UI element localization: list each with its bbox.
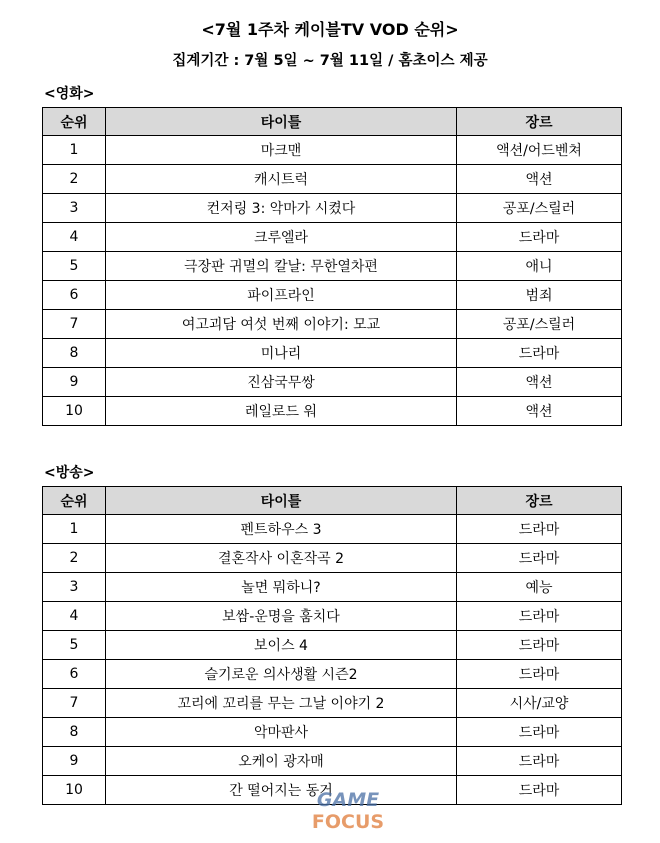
- table-row: [43, 397, 622, 426]
- table-row: [43, 194, 622, 223]
- genre-cell: 액션: [457, 165, 622, 194]
- title-cell: 극장판 귀멸의 칼날: 무한열차편: [106, 252, 457, 281]
- watermark-line1: GAME: [316, 789, 380, 811]
- watermark-logo: [292, 784, 404, 832]
- page-title: <7월 1주차 케이블TV VOD 순위>: [201, 20, 459, 39]
- rank-cell: 3: [43, 194, 106, 223]
- genre-cell: 드라마: [457, 631, 622, 660]
- title-cell: 마크맨: [106, 136, 457, 165]
- genre-column-header: 장르: [457, 108, 622, 136]
- title-cell: 여고괴담 여섯 번째 이야기: 모교: [106, 310, 457, 339]
- title-cell: 악마판사: [106, 718, 457, 747]
- movies-section-label: <영화>: [44, 86, 95, 102]
- rank-column-header: 순위: [43, 487, 106, 515]
- title-cell: 진삼국무쌍: [106, 368, 457, 397]
- table-row: [43, 136, 622, 165]
- rank-cell: 3: [43, 573, 106, 602]
- rank-cell: 5: [43, 631, 106, 660]
- table-row: [43, 310, 622, 339]
- table-row: [43, 339, 622, 368]
- title-cell: 캐시트럭: [106, 165, 457, 194]
- table-row: [43, 660, 622, 689]
- genre-cell: 드라마: [457, 776, 622, 805]
- genre-cell: 액션/어드벤쳐: [457, 136, 622, 165]
- table-row: [43, 252, 622, 281]
- rank-cell: 2: [43, 544, 106, 573]
- genre-cell: 액션: [457, 397, 622, 426]
- genre-cell: 드라마: [457, 718, 622, 747]
- title-cell: 컨저링 3: 악마가 시켰다: [106, 194, 457, 223]
- rank-cell: 7: [43, 689, 106, 718]
- rank-cell: 9: [43, 747, 106, 776]
- table-row: [43, 689, 622, 718]
- title-cell: 간 떨어지는 동거: [106, 776, 457, 805]
- rank-cell: 6: [43, 281, 106, 310]
- watermark-line2: FOCUS: [311, 811, 385, 832]
- table-row: [43, 747, 622, 776]
- table-header-row: [43, 487, 622, 515]
- genre-cell: 범죄: [457, 281, 622, 310]
- genre-cell: 드라마: [457, 339, 622, 368]
- broadcast-table-body: [43, 515, 622, 805]
- rank-cell: 2: [43, 165, 106, 194]
- title-cell: 레일로드 워: [106, 397, 457, 426]
- title-column-header: 타이틀: [106, 108, 457, 136]
- title-cell: 펜트하우스 3: [106, 515, 457, 544]
- genre-column-header: 장르: [457, 487, 622, 515]
- table-row: [43, 718, 622, 747]
- rank-cell: 1: [43, 136, 106, 165]
- table-row: [43, 515, 622, 544]
- rank-cell: 5: [43, 252, 106, 281]
- title-cell: 미나리: [106, 339, 457, 368]
- genre-cell: 애니: [457, 252, 622, 281]
- title-cell: 보쌈-운명을 훔치다: [106, 602, 457, 631]
- rank-cell: 9: [43, 368, 106, 397]
- genre-cell: 드라마: [457, 747, 622, 776]
- title-column-header: 타이틀: [106, 487, 457, 515]
- genre-cell: 드라마: [457, 544, 622, 573]
- genre-cell: 시사/교양: [457, 689, 622, 718]
- table-row: [43, 368, 622, 397]
- title-cell: 보이스 4: [106, 631, 457, 660]
- movies-table-body: [43, 136, 622, 426]
- title-cell: 크루엘라: [106, 223, 457, 252]
- table-row: [43, 544, 622, 573]
- rank-cell: 1: [43, 515, 106, 544]
- genre-cell: 드라마: [457, 602, 622, 631]
- genre-cell: 드라마: [457, 223, 622, 252]
- rank-column-header: 순위: [43, 108, 106, 136]
- rank-cell: 8: [43, 718, 106, 747]
- genre-cell: 드라마: [457, 660, 622, 689]
- rank-cell: 7: [43, 310, 106, 339]
- genre-cell: 공포/스릴러: [457, 194, 622, 223]
- rank-cell: 10: [43, 397, 106, 426]
- movies-table: [42, 107, 622, 426]
- rank-cell: 6: [43, 660, 106, 689]
- title-cell: 오케이 광자매: [106, 747, 457, 776]
- genre-cell: 예능: [457, 573, 622, 602]
- table-row: [43, 223, 622, 252]
- title-cell: 결혼작사 이혼작곡 2: [106, 544, 457, 573]
- table-row: [43, 631, 622, 660]
- broadcast-section-label: <방송>: [44, 465, 95, 481]
- rank-cell: 8: [43, 339, 106, 368]
- rank-cell: 4: [43, 223, 106, 252]
- genre-cell: 액션: [457, 368, 622, 397]
- rank-cell: 10: [43, 776, 106, 805]
- page-subtitle: 집계기간 : 7월 5일 ~ 7월 11일 / 홈초이스 제공: [172, 53, 488, 69]
- title-cell: 꼬리에 꼬리를 무는 그날 이야기 2: [106, 689, 457, 718]
- rank-cell: 4: [43, 602, 106, 631]
- genre-cell: 공포/스릴러: [457, 310, 622, 339]
- genre-cell: 드라마: [457, 515, 622, 544]
- table-row: [43, 573, 622, 602]
- title-cell: 슬기로운 의사생활 시즌2: [106, 660, 457, 689]
- table-row: [43, 602, 622, 631]
- table-header-row: [43, 108, 622, 136]
- table-row: [43, 281, 622, 310]
- broadcast-table: [42, 486, 622, 805]
- title-cell: 파이프라인: [106, 281, 457, 310]
- title-cell: 놀면 뭐하니?: [106, 573, 457, 602]
- table-row: [43, 165, 622, 194]
